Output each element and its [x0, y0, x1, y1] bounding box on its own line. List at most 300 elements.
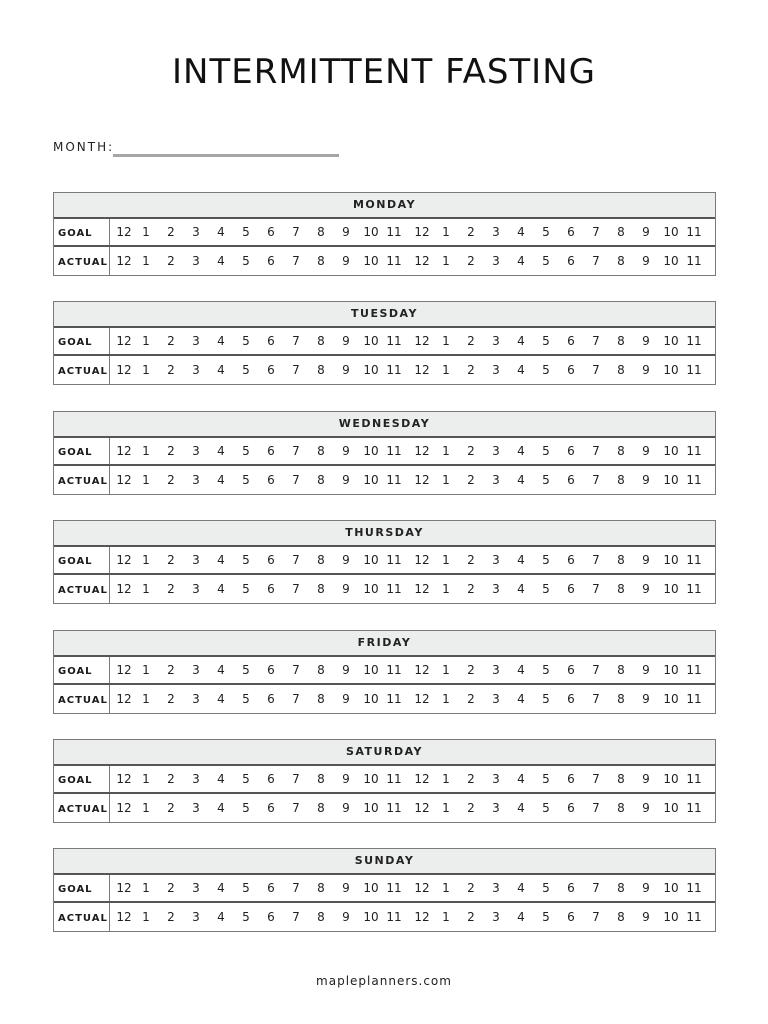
hour-cell[interactable]: 9 — [642, 801, 650, 815]
hour-cell[interactable]: 4 — [217, 881, 225, 895]
hour-cell[interactable]: 12 — [116, 225, 132, 239]
hour-cell[interactable]: 5 — [242, 910, 250, 924]
hour-cell[interactable]: 4 — [517, 582, 525, 596]
hour-cell[interactable]: 8 — [617, 772, 625, 786]
hour-cell[interactable]: 9 — [342, 663, 350, 677]
hour-cell[interactable]: 5 — [242, 553, 250, 567]
hour-cell[interactable]: 1 — [142, 692, 150, 706]
hour-cell[interactable]: 2 — [167, 473, 175, 487]
hour-cell[interactable]: 9 — [342, 363, 350, 377]
hour-cell[interactable]: 1 — [142, 363, 150, 377]
hour-cell[interactable]: 11 — [686, 254, 702, 268]
hour-cell[interactable]: 12 — [116, 553, 132, 567]
hour-cell[interactable]: 4 — [217, 801, 225, 815]
hour-cell[interactable]: 6 — [567, 692, 575, 706]
hour-cell[interactable]: 2 — [167, 254, 175, 268]
hour-cell[interactable]: 7 — [292, 582, 300, 596]
hour-cell[interactable]: 10 — [663, 582, 679, 596]
hour-cell[interactable]: 2 — [467, 801, 475, 815]
hour-cell[interactable]: 3 — [192, 225, 200, 239]
hour-cell[interactable]: 10 — [363, 801, 379, 815]
hour-cell[interactable]: 4 — [517, 553, 525, 567]
hour-cell[interactable]: 1 — [442, 363, 450, 377]
hour-cell[interactable]: 9 — [642, 663, 650, 677]
hour-cell[interactable]: 7 — [592, 444, 600, 458]
hour-cell[interactable]: 12 — [116, 473, 132, 487]
hour-cell[interactable]: 3 — [492, 553, 500, 567]
hour-cell[interactable]: 5 — [542, 334, 550, 348]
hour-cell[interactable]: 11 — [686, 225, 702, 239]
hour-cell[interactable]: 7 — [592, 692, 600, 706]
hour-cell[interactable]: 6 — [567, 363, 575, 377]
hour-cell[interactable]: 2 — [467, 692, 475, 706]
hour-cell[interactable]: 8 — [317, 334, 325, 348]
hour-cell[interactable]: 5 — [242, 692, 250, 706]
hour-cell[interactable]: 2 — [467, 881, 475, 895]
hour-cell[interactable]: 7 — [292, 254, 300, 268]
hour-cell[interactable]: 12 — [414, 363, 430, 377]
hour-cell[interactable]: 6 — [567, 772, 575, 786]
hour-cell[interactable]: 6 — [567, 910, 575, 924]
hour-cell[interactable]: 1 — [442, 801, 450, 815]
hour-cell[interactable]: 12 — [414, 334, 430, 348]
hour-cell[interactable]: 2 — [167, 582, 175, 596]
hour-cell[interactable]: 12 — [116, 254, 132, 268]
hour-cell[interactable]: 6 — [567, 801, 575, 815]
hour-cell[interactable]: 3 — [492, 334, 500, 348]
hour-cell[interactable]: 7 — [292, 881, 300, 895]
hour-cell[interactable]: 11 — [386, 444, 402, 458]
hour-cell[interactable]: 4 — [517, 881, 525, 895]
hour-cell[interactable]: 5 — [542, 881, 550, 895]
hour-cell[interactable]: 6 — [267, 444, 275, 458]
hour-cell[interactable]: 9 — [342, 334, 350, 348]
hour-cell[interactable]: 2 — [167, 363, 175, 377]
hour-cell[interactable]: 9 — [642, 582, 650, 596]
hour-cell[interactable]: 4 — [217, 692, 225, 706]
hour-cell[interactable]: 3 — [192, 910, 200, 924]
hour-cell[interactable]: 3 — [192, 582, 200, 596]
hour-cell[interactable]: 2 — [167, 225, 175, 239]
hour-cell[interactable]: 11 — [386, 334, 402, 348]
hour-cell[interactable]: 8 — [617, 363, 625, 377]
hour-cell[interactable]: 1 — [142, 910, 150, 924]
hour-cell[interactable]: 11 — [386, 910, 402, 924]
hour-cell[interactable]: 2 — [167, 910, 175, 924]
hour-cell[interactable]: 6 — [567, 473, 575, 487]
hour-cell[interactable]: 10 — [663, 801, 679, 815]
hour-cell[interactable]: 8 — [617, 334, 625, 348]
hour-cell[interactable]: 10 — [363, 663, 379, 677]
hour-cell[interactable]: 9 — [342, 801, 350, 815]
hour-cell[interactable]: 7 — [592, 582, 600, 596]
hour-cell[interactable]: 4 — [217, 772, 225, 786]
hour-cell[interactable]: 7 — [292, 444, 300, 458]
hour-cell[interactable]: 2 — [167, 801, 175, 815]
hour-cell[interactable]: 2 — [467, 225, 475, 239]
hour-cell[interactable]: 5 — [242, 801, 250, 815]
hour-cell[interactable]: 12 — [116, 663, 132, 677]
hour-cell[interactable]: 7 — [592, 772, 600, 786]
hour-cell[interactable]: 12 — [414, 254, 430, 268]
hour-cell[interactable]: 1 — [142, 582, 150, 596]
hour-cell[interactable]: 4 — [517, 801, 525, 815]
hour-cell[interactable]: 2 — [167, 334, 175, 348]
hour-cell[interactable]: 10 — [663, 692, 679, 706]
hour-cell[interactable]: 7 — [592, 334, 600, 348]
hour-cell[interactable]: 10 — [363, 363, 379, 377]
hour-cell[interactable]: 1 — [142, 334, 150, 348]
hour-cell[interactable]: 3 — [192, 254, 200, 268]
hour-cell[interactable]: 3 — [192, 692, 200, 706]
hour-cell[interactable]: 2 — [467, 553, 475, 567]
hour-cell[interactable]: 11 — [386, 663, 402, 677]
hour-cell[interactable]: 10 — [663, 663, 679, 677]
hour-cell[interactable]: 9 — [642, 553, 650, 567]
hour-cell[interactable]: 5 — [542, 363, 550, 377]
hour-cell[interactable]: 9 — [342, 553, 350, 567]
hour-cell[interactable]: 9 — [642, 881, 650, 895]
hour-cell[interactable]: 8 — [617, 582, 625, 596]
hour-cell[interactable]: 4 — [517, 910, 525, 924]
hour-cell[interactable]: 4 — [217, 444, 225, 458]
hour-cell[interactable]: 11 — [386, 582, 402, 596]
hour-cell[interactable]: 12 — [116, 772, 132, 786]
hour-cell[interactable]: 9 — [642, 910, 650, 924]
hour-cell[interactable]: 9 — [342, 910, 350, 924]
hour-cell[interactable]: 1 — [442, 553, 450, 567]
hour-cell[interactable]: 10 — [663, 363, 679, 377]
hour-cell[interactable]: 3 — [192, 553, 200, 567]
hour-cell[interactable]: 5 — [242, 444, 250, 458]
hour-cell[interactable]: 10 — [363, 692, 379, 706]
hour-cell[interactable]: 9 — [342, 881, 350, 895]
hour-cell[interactable]: 8 — [317, 692, 325, 706]
hour-cell[interactable]: 10 — [663, 254, 679, 268]
hour-cell[interactable]: 1 — [442, 881, 450, 895]
hour-cell[interactable]: 3 — [192, 444, 200, 458]
hour-cell[interactable]: 10 — [363, 225, 379, 239]
hour-cell[interactable]: 5 — [242, 473, 250, 487]
hour-cell[interactable]: 5 — [542, 582, 550, 596]
hour-cell[interactable]: 5 — [542, 663, 550, 677]
hour-cell[interactable]: 1 — [442, 473, 450, 487]
hour-cell[interactable]: 10 — [363, 444, 379, 458]
hour-cell[interactable]: 11 — [686, 582, 702, 596]
hour-cell[interactable]: 8 — [317, 801, 325, 815]
hour-cell[interactable]: 10 — [663, 910, 679, 924]
hour-cell[interactable]: 3 — [492, 663, 500, 677]
hour-cell[interactable]: 4 — [217, 334, 225, 348]
hour-cell[interactable]: 11 — [386, 881, 402, 895]
hour-cell[interactable]: 5 — [242, 772, 250, 786]
hour-cell[interactable]: 1 — [442, 254, 450, 268]
hour-cell[interactable]: 2 — [467, 772, 475, 786]
hour-cell[interactable]: 6 — [267, 582, 275, 596]
hour-cell[interactable]: 12 — [414, 910, 430, 924]
hour-cell[interactable]: 11 — [386, 225, 402, 239]
hour-cell[interactable]: 2 — [467, 663, 475, 677]
hour-cell[interactable]: 9 — [342, 473, 350, 487]
hour-cell[interactable]: 11 — [686, 444, 702, 458]
hour-cell[interactable]: 2 — [167, 692, 175, 706]
hour-cell[interactable]: 6 — [567, 254, 575, 268]
hour-cell[interactable]: 9 — [342, 692, 350, 706]
hour-cell[interactable]: 10 — [663, 473, 679, 487]
month-input-line[interactable] — [113, 154, 339, 157]
hour-cell[interactable]: 6 — [267, 553, 275, 567]
hour-cell[interactable]: 5 — [542, 553, 550, 567]
hour-cell[interactable]: 3 — [492, 444, 500, 458]
hour-cell[interactable]: 4 — [517, 254, 525, 268]
hour-cell[interactable]: 1 — [442, 772, 450, 786]
hour-cell[interactable]: 10 — [663, 553, 679, 567]
hour-cell[interactable]: 7 — [292, 801, 300, 815]
hour-cell[interactable]: 8 — [617, 225, 625, 239]
hour-cell[interactable]: 1 — [142, 663, 150, 677]
hour-cell[interactable]: 5 — [242, 363, 250, 377]
hour-cell[interactable]: 9 — [342, 582, 350, 596]
hour-cell[interactable]: 12 — [116, 910, 132, 924]
hour-cell[interactable]: 7 — [592, 801, 600, 815]
hour-cell[interactable]: 6 — [267, 363, 275, 377]
hour-cell[interactable]: 11 — [386, 801, 402, 815]
hour-cell[interactable]: 1 — [142, 772, 150, 786]
hour-cell[interactable]: 1 — [442, 910, 450, 924]
hour-cell[interactable]: 1 — [442, 444, 450, 458]
hour-cell[interactable]: 11 — [386, 254, 402, 268]
hour-cell[interactable]: 3 — [492, 582, 500, 596]
hour-cell[interactable]: 3 — [192, 772, 200, 786]
hour-cell[interactable]: 4 — [217, 582, 225, 596]
hour-cell[interactable]: 10 — [363, 910, 379, 924]
hour-cell[interactable]: 4 — [517, 334, 525, 348]
hour-cell[interactable]: 7 — [292, 334, 300, 348]
hour-cell[interactable]: 1 — [142, 801, 150, 815]
hour-cell[interactable]: 3 — [492, 772, 500, 786]
hour-cell[interactable]: 3 — [492, 363, 500, 377]
hour-cell[interactable]: 8 — [617, 801, 625, 815]
hour-cell[interactable]: 6 — [567, 334, 575, 348]
hour-cell[interactable]: 1 — [142, 473, 150, 487]
hour-cell[interactable]: 12 — [116, 334, 132, 348]
hour-cell[interactable]: 3 — [192, 881, 200, 895]
hour-cell[interactable]: 5 — [542, 444, 550, 458]
hour-cell[interactable]: 8 — [617, 254, 625, 268]
hour-cell[interactable]: 8 — [617, 473, 625, 487]
hour-cell[interactable]: 1 — [142, 444, 150, 458]
hour-cell[interactable]: 11 — [386, 692, 402, 706]
hour-cell[interactable]: 12 — [414, 473, 430, 487]
hour-cell[interactable]: 8 — [317, 363, 325, 377]
hour-cell[interactable]: 2 — [167, 444, 175, 458]
hour-cell[interactable]: 6 — [267, 663, 275, 677]
hour-cell[interactable]: 12 — [116, 444, 132, 458]
hour-cell[interactable]: 9 — [342, 444, 350, 458]
hour-cell[interactable]: 5 — [242, 582, 250, 596]
hour-cell[interactable]: 3 — [192, 663, 200, 677]
hour-cell[interactable]: 8 — [317, 910, 325, 924]
hour-cell[interactable]: 3 — [492, 881, 500, 895]
hour-cell[interactable]: 8 — [317, 582, 325, 596]
hour-cell[interactable]: 5 — [542, 692, 550, 706]
hour-cell[interactable]: 5 — [542, 254, 550, 268]
hour-cell[interactable]: 6 — [567, 582, 575, 596]
hour-cell[interactable]: 8 — [617, 444, 625, 458]
hour-cell[interactable]: 8 — [317, 553, 325, 567]
hour-cell[interactable]: 11 — [686, 334, 702, 348]
hour-cell[interactable]: 8 — [317, 772, 325, 786]
hour-cell[interactable]: 1 — [142, 254, 150, 268]
hour-cell[interactable]: 3 — [192, 473, 200, 487]
hour-cell[interactable]: 2 — [467, 444, 475, 458]
hour-cell[interactable]: 9 — [342, 225, 350, 239]
hour-cell[interactable]: 5 — [542, 473, 550, 487]
hour-cell[interactable]: 1 — [142, 553, 150, 567]
hour-cell[interactable]: 9 — [642, 363, 650, 377]
hour-cell[interactable]: 10 — [663, 881, 679, 895]
hour-cell[interactable]: 12 — [414, 444, 430, 458]
hour-cell[interactable]: 3 — [492, 473, 500, 487]
hour-cell[interactable]: 10 — [363, 254, 379, 268]
hour-cell[interactable]: 4 — [517, 772, 525, 786]
hour-cell[interactable]: 1 — [442, 663, 450, 677]
hour-cell[interactable]: 6 — [567, 225, 575, 239]
hour-cell[interactable]: 10 — [363, 772, 379, 786]
hour-cell[interactable]: 8 — [317, 444, 325, 458]
hour-cell[interactable]: 7 — [592, 881, 600, 895]
hour-cell[interactable]: 5 — [542, 225, 550, 239]
hour-cell[interactable]: 3 — [492, 254, 500, 268]
hour-cell[interactable]: 6 — [567, 444, 575, 458]
hour-cell[interactable]: 5 — [242, 663, 250, 677]
hour-cell[interactable]: 12 — [414, 801, 430, 815]
hour-cell[interactable]: 6 — [267, 334, 275, 348]
hour-cell[interactable]: 3 — [492, 225, 500, 239]
hour-cell[interactable]: 1 — [142, 225, 150, 239]
hour-cell[interactable]: 12 — [116, 881, 132, 895]
hour-cell[interactable]: 2 — [167, 881, 175, 895]
hour-cell[interactable]: 11 — [686, 881, 702, 895]
hour-cell[interactable]: 11 — [686, 473, 702, 487]
hour-cell[interactable]: 6 — [267, 692, 275, 706]
hour-cell[interactable]: 2 — [467, 910, 475, 924]
hour-cell[interactable]: 12 — [414, 881, 430, 895]
hour-cell[interactable]: 8 — [317, 881, 325, 895]
hour-cell[interactable]: 2 — [467, 254, 475, 268]
hour-cell[interactable]: 2 — [467, 473, 475, 487]
hour-cell[interactable]: 12 — [116, 582, 132, 596]
hour-cell[interactable]: 12 — [414, 553, 430, 567]
hour-cell[interactable]: 7 — [292, 910, 300, 924]
hour-cell[interactable]: 4 — [517, 363, 525, 377]
hour-cell[interactable]: 3 — [192, 334, 200, 348]
hour-cell[interactable]: 12 — [414, 663, 430, 677]
hour-cell[interactable]: 7 — [292, 692, 300, 706]
hour-cell[interactable]: 11 — [686, 910, 702, 924]
hour-cell[interactable]: 11 — [386, 553, 402, 567]
hour-cell[interactable]: 3 — [492, 692, 500, 706]
hour-cell[interactable]: 5 — [242, 225, 250, 239]
hour-cell[interactable]: 11 — [686, 772, 702, 786]
hour-cell[interactable]: 8 — [317, 225, 325, 239]
hour-cell[interactable]: 7 — [292, 663, 300, 677]
hour-cell[interactable]: 4 — [517, 692, 525, 706]
hour-cell[interactable]: 4 — [217, 910, 225, 924]
hour-cell[interactable]: 12 — [414, 582, 430, 596]
hour-cell[interactable]: 3 — [192, 363, 200, 377]
hour-cell[interactable]: 6 — [567, 881, 575, 895]
hour-cell[interactable]: 2 — [467, 363, 475, 377]
hour-cell[interactable]: 10 — [363, 334, 379, 348]
hour-cell[interactable]: 6 — [267, 473, 275, 487]
hour-cell[interactable]: 10 — [663, 334, 679, 348]
hour-cell[interactable]: 5 — [542, 801, 550, 815]
hour-cell[interactable]: 10 — [663, 772, 679, 786]
hour-cell[interactable]: 5 — [542, 772, 550, 786]
hour-cell[interactable]: 6 — [267, 225, 275, 239]
hour-cell[interactable]: 11 — [386, 473, 402, 487]
hour-cell[interactable]: 11 — [686, 801, 702, 815]
hour-cell[interactable]: 12 — [414, 692, 430, 706]
hour-cell[interactable]: 2 — [167, 553, 175, 567]
hour-cell[interactable]: 7 — [592, 663, 600, 677]
hour-cell[interactable]: 5 — [542, 910, 550, 924]
hour-cell[interactable]: 9 — [642, 473, 650, 487]
hour-cell[interactable]: 4 — [217, 663, 225, 677]
hour-cell[interactable]: 7 — [592, 363, 600, 377]
hour-cell[interactable]: 9 — [642, 692, 650, 706]
hour-cell[interactable]: 8 — [317, 663, 325, 677]
hour-cell[interactable]: 3 — [192, 801, 200, 815]
hour-cell[interactable]: 8 — [617, 553, 625, 567]
hour-cell[interactable]: 9 — [642, 444, 650, 458]
hour-cell[interactable]: 12 — [414, 225, 430, 239]
hour-cell[interactable]: 6 — [267, 910, 275, 924]
hour-cell[interactable]: 5 — [242, 881, 250, 895]
hour-cell[interactable]: 8 — [317, 473, 325, 487]
hour-cell[interactable]: 11 — [686, 692, 702, 706]
hour-cell[interactable]: 2 — [167, 663, 175, 677]
hour-cell[interactable]: 9 — [642, 225, 650, 239]
hour-cell[interactable]: 7 — [292, 473, 300, 487]
hour-cell[interactable]: 5 — [242, 254, 250, 268]
hour-cell[interactable]: 1 — [442, 582, 450, 596]
hour-cell[interactable]: 9 — [642, 334, 650, 348]
hour-cell[interactable]: 1 — [442, 225, 450, 239]
hour-cell[interactable]: 12 — [116, 363, 132, 377]
hour-cell[interactable]: 11 — [686, 363, 702, 377]
hour-cell[interactable]: 3 — [492, 910, 500, 924]
hour-cell[interactable]: 11 — [686, 553, 702, 567]
hour-cell[interactable]: 10 — [363, 881, 379, 895]
hour-cell[interactable]: 4 — [217, 473, 225, 487]
hour-cell[interactable]: 3 — [492, 801, 500, 815]
hour-cell[interactable]: 9 — [342, 772, 350, 786]
hour-cell[interactable]: 10 — [363, 473, 379, 487]
hour-cell[interactable]: 7 — [592, 553, 600, 567]
hour-cell[interactable]: 4 — [217, 254, 225, 268]
hour-cell[interactable]: 12 — [116, 801, 132, 815]
hour-cell[interactable]: 7 — [292, 772, 300, 786]
hour-cell[interactable]: 2 — [467, 334, 475, 348]
hour-cell[interactable]: 4 — [217, 553, 225, 567]
hour-cell[interactable]: 4 — [517, 225, 525, 239]
hour-cell[interactable]: 10 — [663, 225, 679, 239]
hour-cell[interactable]: 4 — [217, 225, 225, 239]
hour-cell[interactable]: 11 — [386, 363, 402, 377]
hour-cell[interactable]: 7 — [292, 553, 300, 567]
